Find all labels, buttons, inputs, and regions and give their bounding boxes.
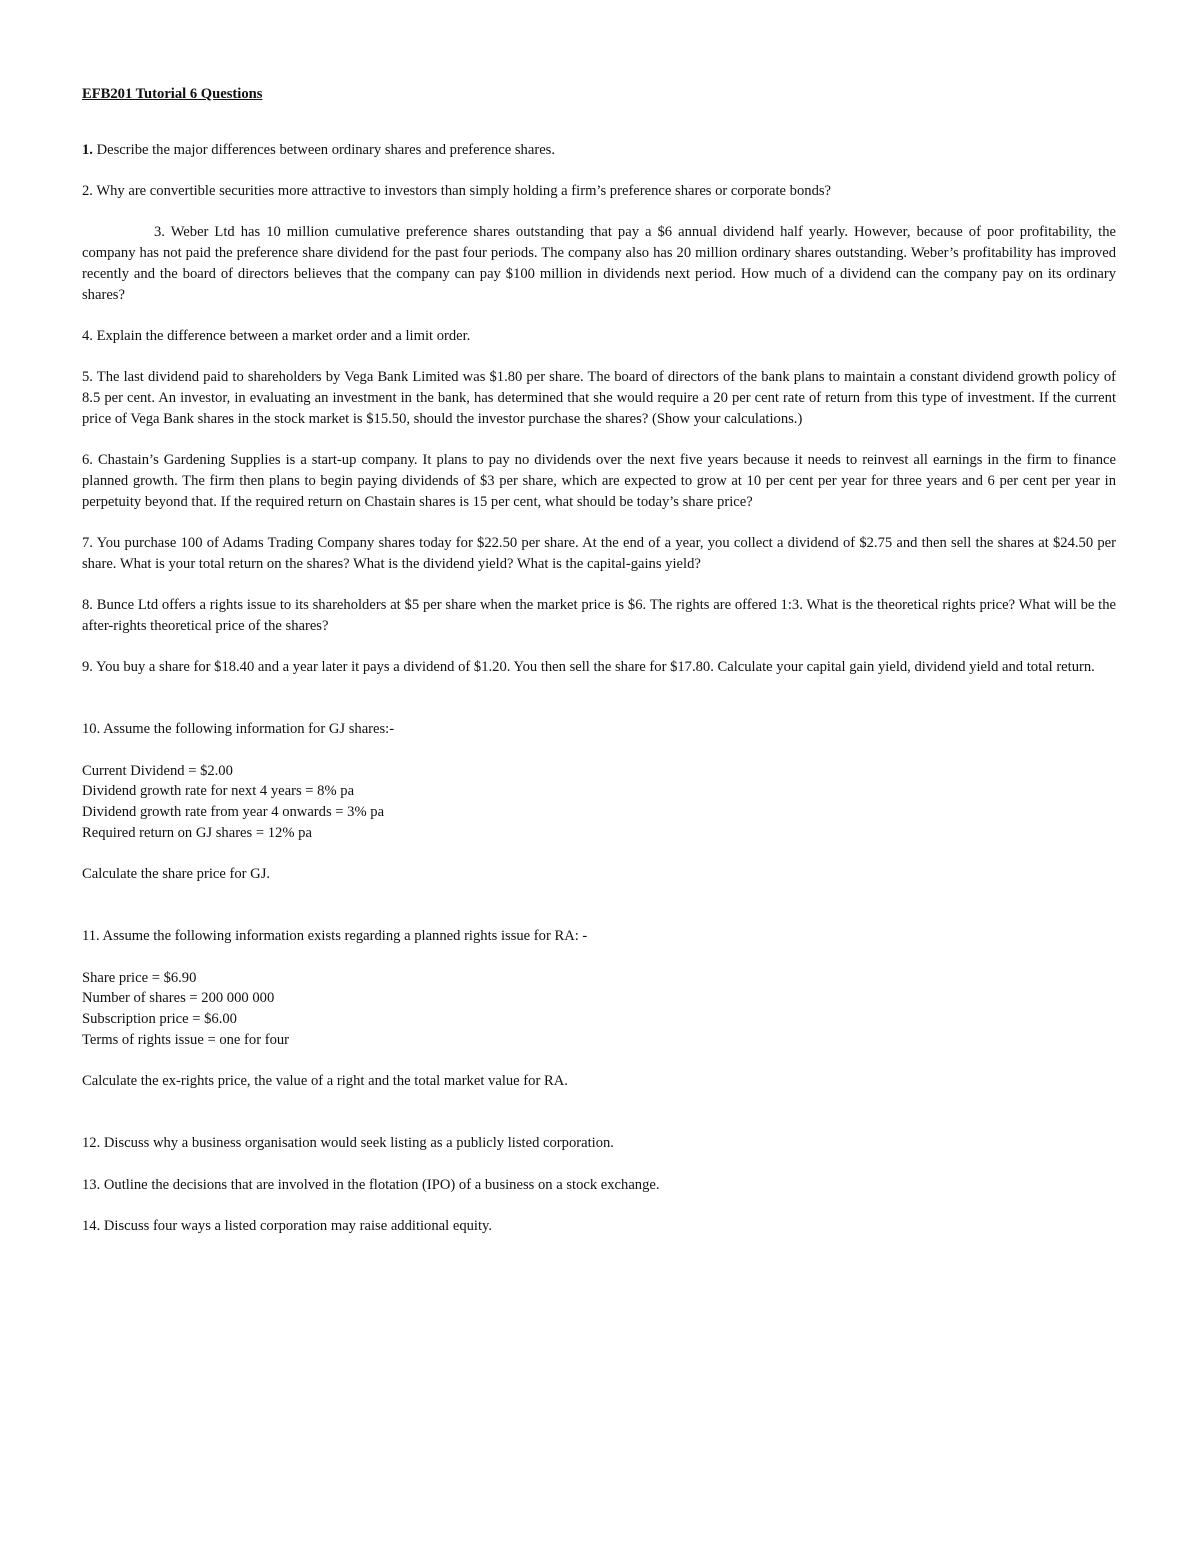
question-14: 14. Discuss four ways a listed corporation may raise additional equity. <box>82 1218 493 1234</box>
question-3: 3. Weber Ltd has 10 million cumulative preference shares outstanding that pay a $6 annual dividend half yearly. However, because of poor profitability, the company has not paid the preference share dividend for the past four periods. The company also has 20 million ordinary shares outstanding. Weber’s profitability has improved recently and the board of directors believes that the company can pay $100 million in dividends next period. How much of a dividend can the company pay on its ordinary shares? <box>82 224 1116 303</box>
question-4: 4. Explain the difference between a market order and a limit order. <box>82 327 471 344</box>
question-10-line: Current Dividend = $2.00 <box>82 762 233 779</box>
question-1 <box>82 140 1116 161</box>
question-1-number: 1. <box>82 141 93 158</box>
question-11-line: Subscription price = $6.00 <box>82 1011 237 1028</box>
question-6: 6. Chastain’s Gardening Supplies is a start-up company. It plans to pay no dividends over the next five years because it needs to reinvest all earnings in the firm to finance planned growth. The firm then plans to begin paying dividends of $3 per share, which are expected to grow at 10 per cent per year for three years and 6 per cent per year in perpetuity beyond that. If the required return on Chastain shares is 15 per cent, what should be today’s share price? <box>82 452 1116 510</box>
question-10-given <box>82 761 1116 844</box>
question-8: 8. Bunce Ltd offers a rights issue to its shareholders at $5 per share when the market price is $6. The rights are offered 1:3. What is the theoretical rights price? What will be the after-rights theoretical price of the shares? <box>82 597 1116 634</box>
question-13: 13. Outline the decisions that are involved in the flotation (IPO) of a business on a stock exchange. <box>82 1176 660 1193</box>
question-9: 9. You buy a share for $18.40 and a year later it pays a dividend of $1.20. You then sell the share for $17.80. Calculate your capital gain yield, dividend yield and total return. <box>82 659 1095 676</box>
document-title: EFB201 Tutorial 6 Questions <box>82 86 263 102</box>
question-10-line: Required return on GJ shares = 12% pa <box>82 824 312 841</box>
question-10-task: Calculate the share price for GJ. <box>82 866 271 883</box>
question-10-intro: 10. Assume the following information for GJ shares:- <box>82 721 395 738</box>
question-11-task: Calculate the ex-rights price, the value of a right and the total market value for RA. <box>82 1073 568 1090</box>
document-page <box>82 84 1116 1257</box>
question-11-line: Share price = $6.90 <box>82 969 197 986</box>
question-11-intro: 11. Assume the following information exists regarding a planned rights issue for RA: - <box>82 928 588 945</box>
question-11-given <box>82 968 1116 1051</box>
question-10-line: Dividend growth rate from year 4 onwards = 3% pa <box>82 804 385 821</box>
question-11-line: Terms of rights issue = one for four <box>82 1031 290 1048</box>
question-10-line: Dividend growth rate for next 4 years = 8% pa <box>82 783 355 800</box>
question-7: 7. You purchase 100 of Adams Trading Company shares today for $22.50 per share. At the end of a year, you collect a dividend of $2.75 and then sell the shares at $24.50 per share. What is your total return on the shares? What is the dividend yield? What is the capital-gains yield? <box>82 534 1116 572</box>
question-2: 2. Why are convertible securities more attractive to investors than simply holding a firm’s preference shares or corporate bonds? <box>82 183 832 200</box>
question-11-line: Number of shares = 200 000 000 <box>82 990 275 1007</box>
question-12: 12. Discuss why a business organisation would seek listing as a publicly listed corporation. <box>82 1135 614 1152</box>
question-1-text: Describe the major differences between ordinary shares and preference shares. <box>92 141 556 158</box>
question-5: 5. The last dividend paid to shareholders by Vega Bank Limited was $1.80 per share. The board of directors of the bank plans to maintain a constant dividend growth policy of 8.5 per cent. An investor, in evaluating an investment in the bank, has determined that she would require a 20 per cent rate of return from this type of investment. If the current price of Vega Bank shares in the stock market is $15.50, should the investor purchase the shares? (Show your calculations.) <box>82 369 1116 427</box>
